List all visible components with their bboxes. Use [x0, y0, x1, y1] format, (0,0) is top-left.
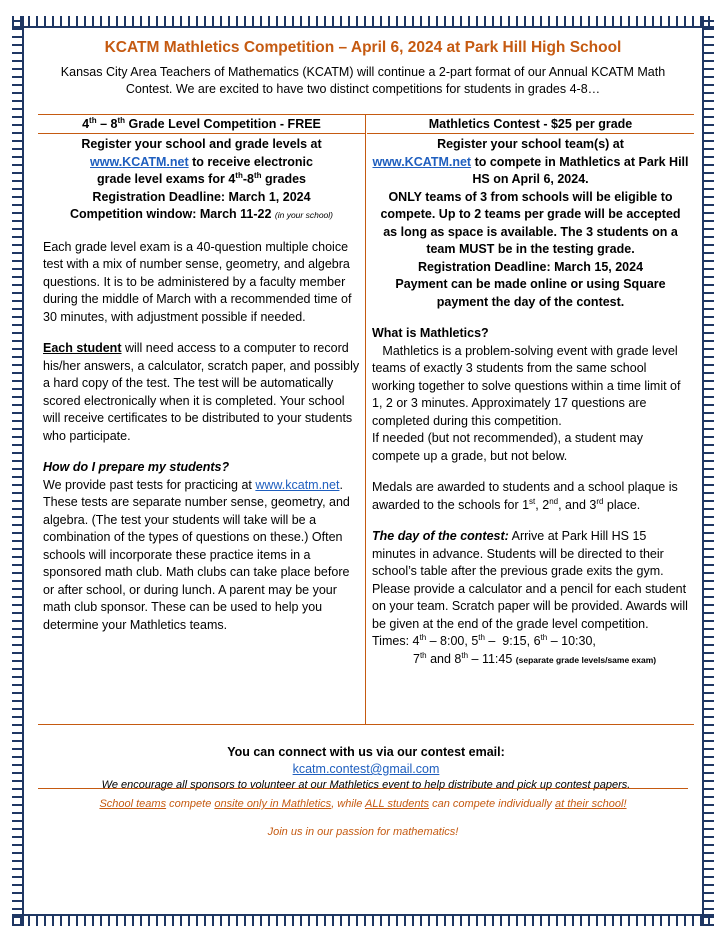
flyer-content — [32, 36, 694, 838]
border-right — [700, 16, 714, 926]
border-left — [12, 16, 26, 926]
kcatm-practice-link[interactable]: www.kcatm.net — [255, 477, 340, 492]
volunteer-text: We encourage all sponsors to volunteer at our Mathletics event to help distribute and pick up contest papers. — [101, 779, 631, 791]
student-requirements: Each student will need access to a computer to record his/her answers, a calculator, scratch paper, and possibly a hard copy of the test. The test will be automatically scored electronically when it is completed. Your school will receive certificates to be distributed to your students who participate. — [43, 341, 360, 443]
participation-note: School teams compete onsite only in Mathletics, while ALL students can compete individually at their school! — [99, 798, 627, 810]
kcatm-link[interactable]: www.KCATM.net — [90, 154, 189, 169]
grade-level-heading: 4th – 8th Grade Level Competition - FREE — [38, 115, 365, 134]
prepare-heading: How do I prepare my students? — [43, 460, 230, 474]
contest-day-info: The day of the contest: Arrive at Park Hill HS 15 minutes in advance. Students will be directed to their school’s table after the previous grade exits the gym. Please provide a calculator and a pencil for each student on your team. Scratch paper will be provided. Awards will be given at the end of the grade level competition. Times: 4th – 8:00, 5th – 9:15, 6th – 10:30, 7th and 8th – 11:45 (separate grade levels/same exam) — [372, 529, 688, 666]
intro-text: Kansas City Area Teachers of Mathematics (KCATM) will continue a 2-part format of our Annual KCATM Math Contest. We are excited to have two distinct competitions for students in grades 4-8… — [60, 65, 666, 96]
connect-text: You can connect with us via our contest email: — [227, 745, 505, 759]
prepare-section: How do I prepare my students? We provide past tests for practicing at www.kcatm.net. These tests are separate number sense, geometry, and algebra. (The test your students will take will be a combination of the types of questions on these.) Often schools will incorporate these practice items in a sponsored math club. Math clubs can take place before or after school, or during lunch. A parent may be your math club sponsor. These can be used to help you determine your Mathletics teams. — [43, 460, 350, 632]
what-is-mathletics: What is Mathletics? Mathletics is a problem-solving event with grade level teams of exactly 3 students from the same school working together to solve questions within a time limit of 1, 2 or 3 minutes. Approximately 17 questions are completed during this competition. If needed (but not recommended), a student may compete up a grade, but not below. — [372, 326, 684, 463]
mathletics-registration: Register your school team(s) at www.KCATM.net to compete in Mathletics at Park Hill HS on April 6, 2024. ONLY teams of 3 from schools will be eligible to compete. Up to 2 teams per grade will be accepted as long as space is available. The 3 students on a team MUST be in the testing grade. Registration Deadline: March 15, 2024 Payment can be made online or using Square payment the day of the contest. — [372, 136, 689, 311]
closing-tagline: Join us in our passion for mathematics! — [267, 826, 459, 838]
awards-info: Medals are awarded to students and a school plaque is awarded to the schools for 1st, 2nd, and 3rd place. — [372, 480, 678, 512]
kcatm-link-right[interactable]: www.KCATM.net — [372, 154, 472, 169]
page-title: KCATM Mathletics Competition – April 6, 2024 at Park Hill High School — [104, 39, 622, 56]
team-rules: ONLY teams of 3 from schools will be eligible to compete. Up to 2 teams per grade will be accepted as long as space is available. The 3 students on a team MUST be in the testing grade. — [380, 189, 681, 256]
mathletics-deadline: Registration Deadline: March 15, 2024 — [417, 259, 644, 274]
grade-level-registration: Register your school and grade levels at www.KCATM.net to receive electronic grade level exams for 4th-8th grades Registration Deadline: March 1, 2024 Competition window: March 11-22 (in your school) — [43, 136, 360, 225]
grade-level-column — [38, 115, 366, 724]
mathletics-heading: Mathletics Contest - $25 per grade — [367, 115, 694, 134]
contest-email-link[interactable]: kcatm.contest@gmail.com — [292, 762, 440, 776]
registration-deadline: Registration Deadline: March 1, 2024 — [92, 189, 311, 204]
payment-info: Payment can be made online or using Square payment the day of the contest. — [395, 277, 666, 309]
border-bottom — [12, 912, 714, 926]
mathletics-column — [367, 115, 694, 724]
footer — [38, 743, 694, 793]
times-line-2: 7th and 8th – 11:45 (separate grade levels/same exam) — [413, 650, 657, 666]
two-column-section — [38, 114, 694, 725]
divider-line — [38, 788, 688, 789]
times-line: Times: 4th – 8:00, 5th – 9:15, 6th – 10:30, — [372, 632, 596, 648]
competition-window: Competition window: March 11-22 (in your school) — [70, 207, 333, 221]
border-top — [12, 16, 714, 30]
exam-description: Each grade level exam is a 40-question multiple choice test with a mix of number sense, geometry, and algebra questions. It is to be administered by a faculty member during the middle of March with a recommended time of 30 minutes, with adjustment possible if needed. — [43, 239, 352, 324]
